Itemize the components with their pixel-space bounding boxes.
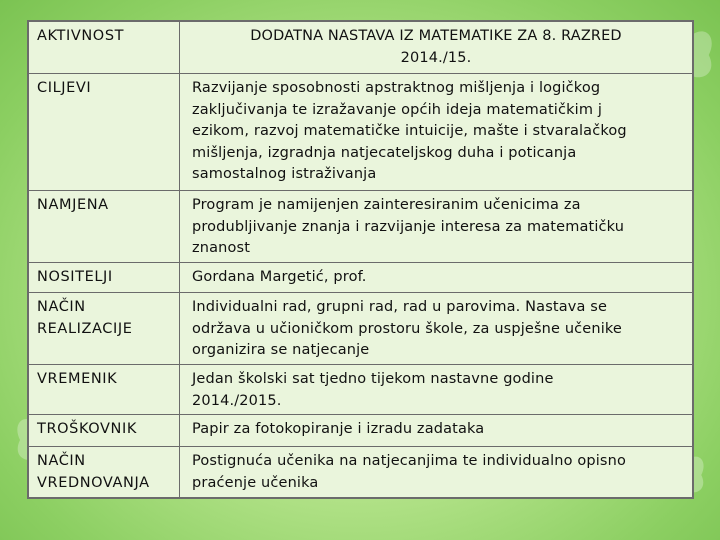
row-label: NOSITELJI xyxy=(37,269,113,285)
header-title: DODATNA NASTAVA IZ MATEMATIKE ZA 8. RAZRED 2014./15. xyxy=(250,28,622,66)
table-row-header xyxy=(29,22,693,74)
row-value: Postignuća učenika na natjecanjima te individualno opisno praćenje učenika xyxy=(192,453,626,491)
row-value: Program je namijenjen zainteresiranim učenicima za produbljivanje znanja i razvijanje interesa za matematičku znanost xyxy=(192,197,625,256)
table-row xyxy=(29,415,693,447)
row-value-cell xyxy=(180,415,693,447)
table-row xyxy=(29,263,693,293)
row-value: Papir za fotokopiranje i izradu zadataka xyxy=(192,421,485,437)
row-label-cell xyxy=(29,447,180,498)
table-row xyxy=(29,74,693,191)
row-label: NAČIN REALIZACIJE xyxy=(37,299,133,337)
activity-table xyxy=(28,21,693,498)
row-label-cell xyxy=(29,263,180,293)
row-label-cell xyxy=(29,293,180,365)
row-value-cell xyxy=(180,447,693,498)
row-label: VREMENIK xyxy=(37,371,118,387)
header-label: AKTIVNOST xyxy=(37,28,125,44)
row-label: TROŠKOVNIK xyxy=(37,421,137,437)
row-label-cell xyxy=(29,365,180,415)
row-value-cell xyxy=(180,191,693,263)
row-value-cell xyxy=(180,74,693,191)
row-label-cell xyxy=(29,191,180,263)
row-value: Razvijanje sposobnosti apstraktnog mišljenja i logičkog zaključivanja te izražavanje općih ideja matematičkim j ezikom, razvoj matematičke intuicije, mašte i stvaralačkog mišljenja, izgradnja natjecateljskog duha i poticanja samostalnog istraživanja xyxy=(192,80,627,182)
row-value-cell xyxy=(180,263,693,293)
row-value: Individualni rad, grupni rad, rad u parovima. Nastava se održava u učioničkom prostoru škole, za uspješne učenike organizira se natjecanje xyxy=(192,299,622,358)
row-label: NAČIN VREDNOVANJA xyxy=(37,453,150,491)
row-label: CILJEVI xyxy=(37,80,92,96)
table-row xyxy=(29,191,693,263)
row-label-cell xyxy=(29,74,180,191)
header-value-cell xyxy=(180,22,693,74)
table-row xyxy=(29,293,693,365)
row-value: Jedan školski sat tjedno tijekom nastavne godine 2014./2015. xyxy=(192,371,554,409)
activity-table-container xyxy=(27,20,694,499)
row-label-cell xyxy=(29,415,180,447)
table-row xyxy=(29,447,693,498)
row-label: NAMJENA xyxy=(37,197,109,213)
row-value: Gordana Margetić, prof. xyxy=(192,269,367,285)
row-value-cell xyxy=(180,293,693,365)
header-label-cell xyxy=(29,22,180,74)
row-value-cell xyxy=(180,365,693,415)
table-row xyxy=(29,365,693,415)
